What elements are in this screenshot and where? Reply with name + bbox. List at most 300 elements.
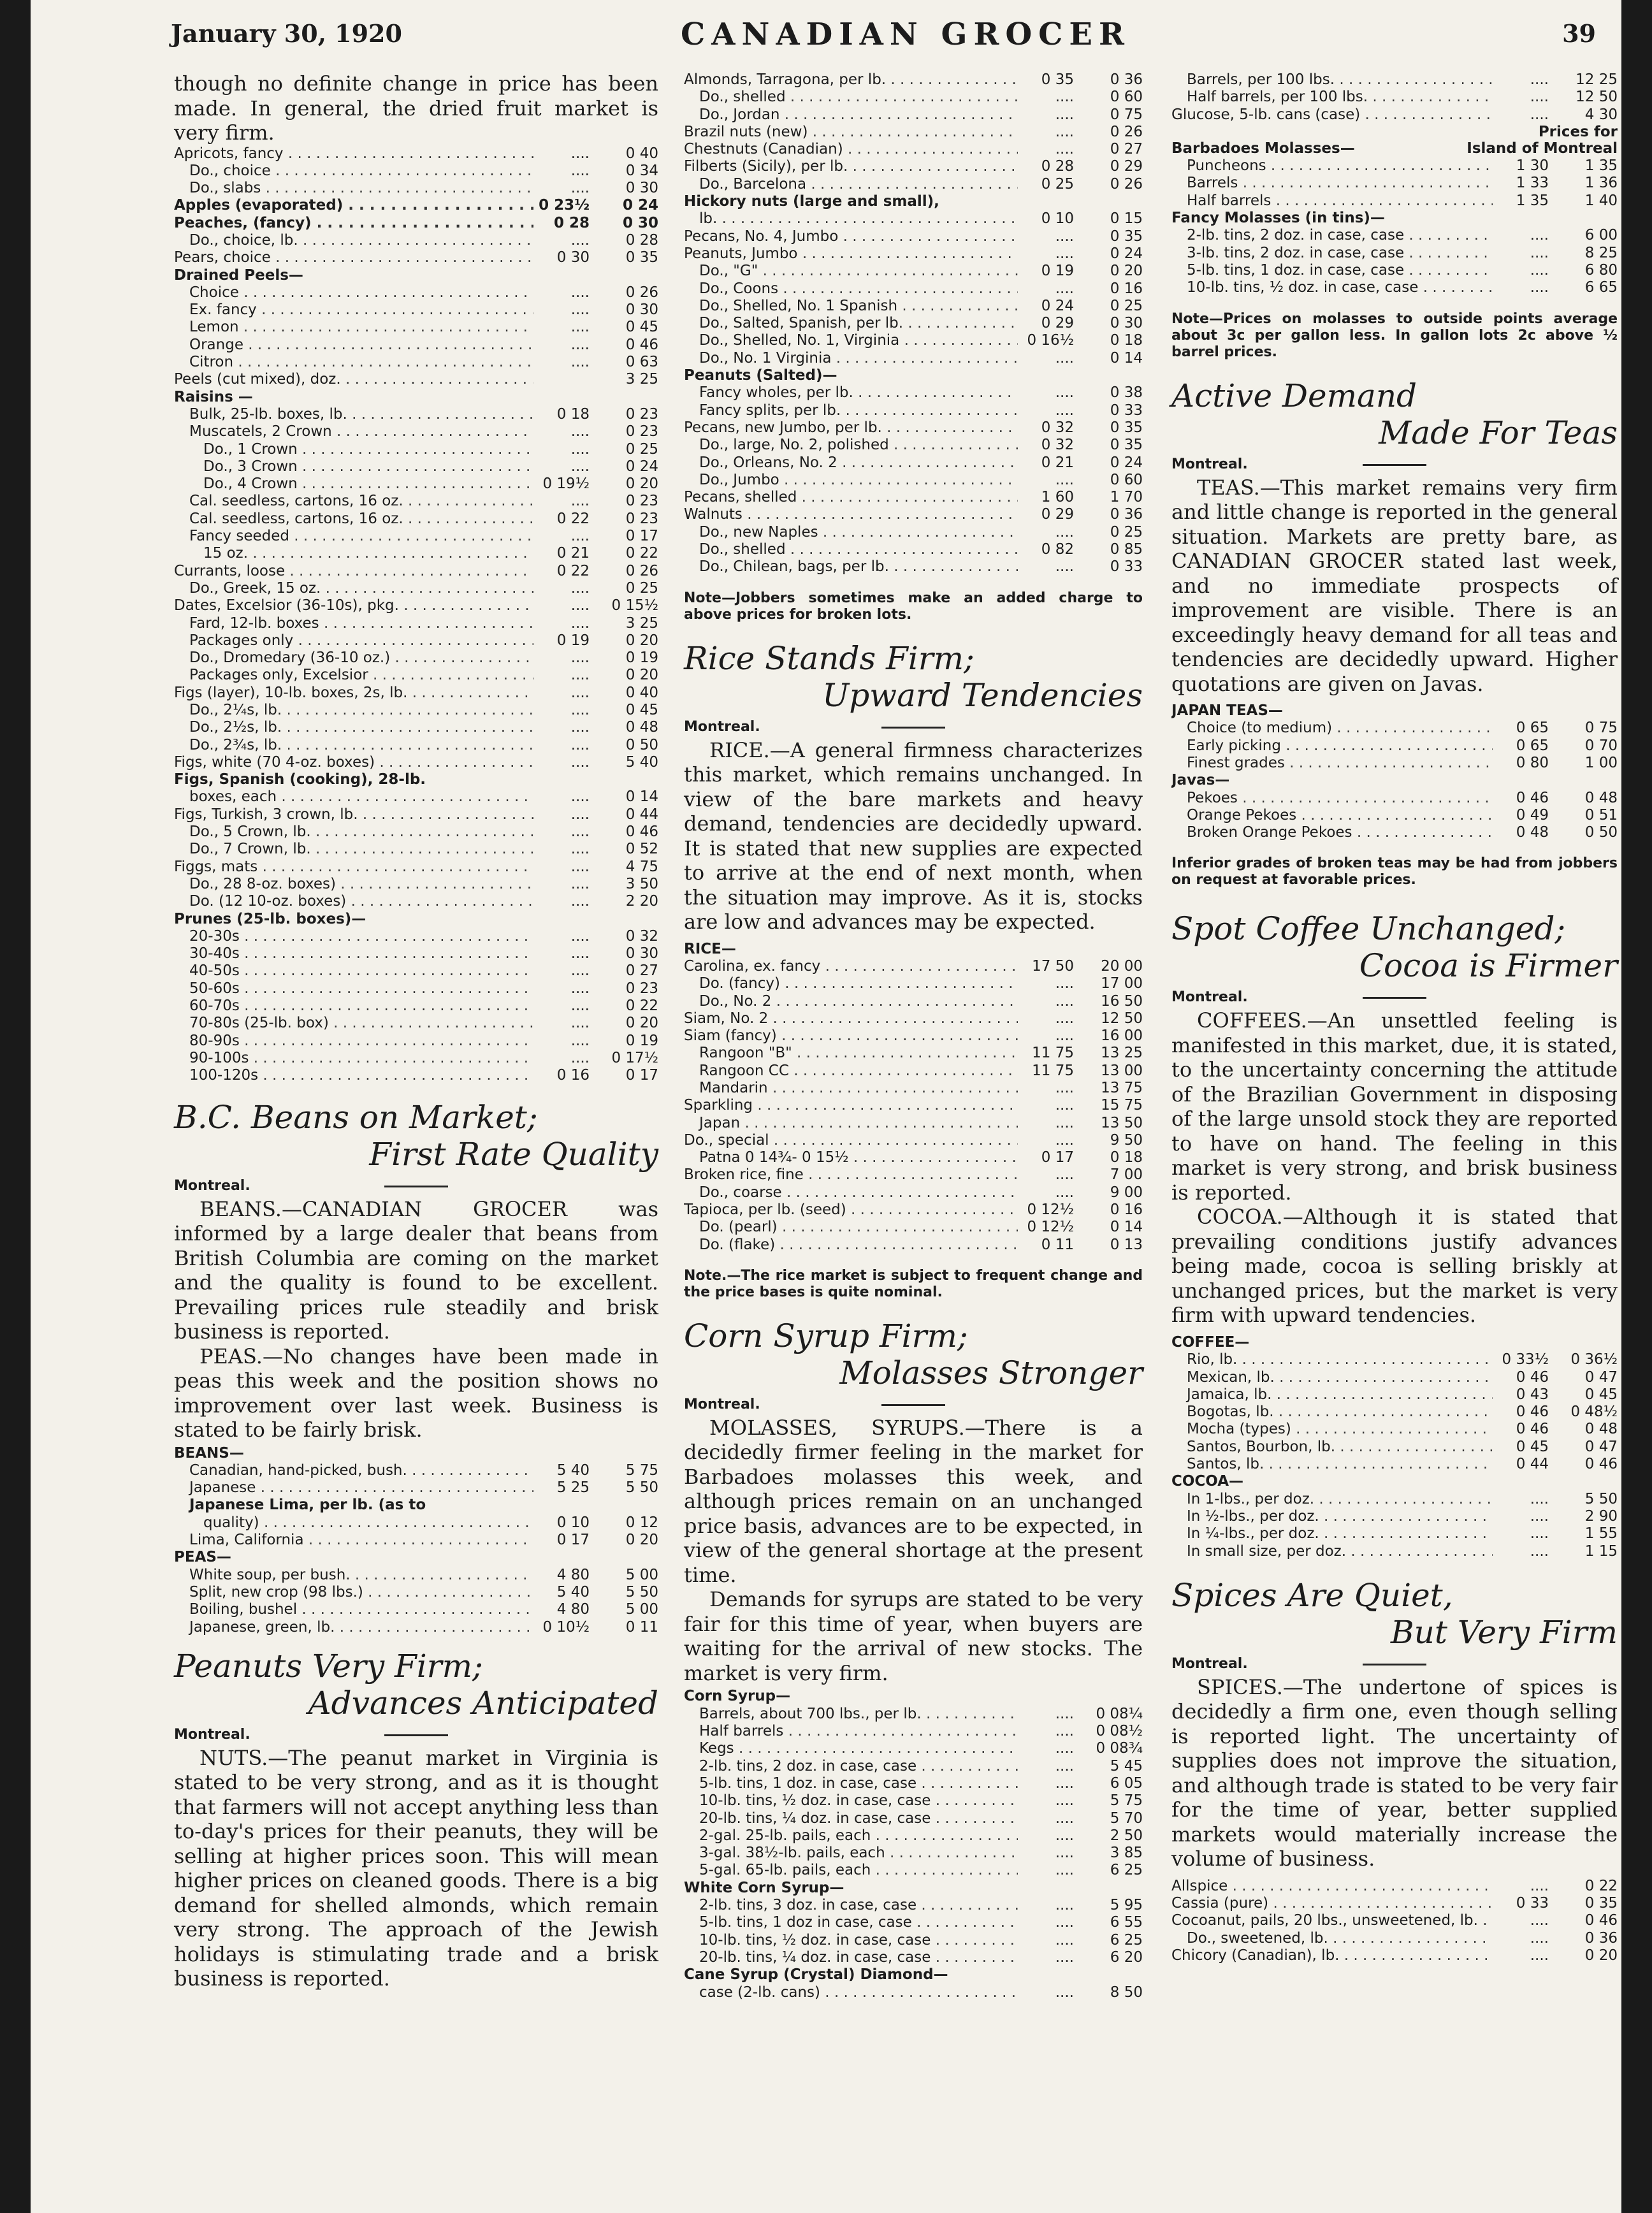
- price-low: 0 10: [556, 1514, 590, 1531]
- price-row: [684, 1166, 1143, 1184]
- price-high: 0 08¼: [1096, 1705, 1143, 1722]
- price-row: [174, 1567, 658, 1584]
- item-name: Pekoes . . .: [1171, 790, 1493, 807]
- price-row: [174, 197, 658, 214]
- price-low: 0 21: [1041, 454, 1074, 471]
- item-name: Canadian, hand-picked, bush. . . .: [174, 1462, 533, 1479]
- item-name: Figs, Turkish, 3 crown, lb. . . .: [174, 806, 533, 824]
- price-high: 1 35: [1584, 157, 1618, 175]
- item-name: Puncheons . . .: [1171, 157, 1493, 175]
- price-low: ....: [1055, 1931, 1074, 1948]
- item-name: Early picking . . .: [1171, 737, 1493, 755]
- item-name: 10-lb. tins, ½ doz. in case, case . . .: [684, 1792, 1018, 1810]
- price-high: [1074, 1880, 1143, 1897]
- price-row: [684, 1115, 1143, 1132]
- price-high: 1 70: [1110, 489, 1143, 506]
- price-high: [1549, 210, 1618, 227]
- column-right: [1171, 71, 1618, 1964]
- newspaper-page: [31, 0, 1621, 2213]
- item-name: Brazil nuts (new) . . .: [684, 124, 1018, 141]
- price-row: [684, 176, 1143, 193]
- price-row: [684, 141, 1143, 158]
- teas-dateline: [1171, 456, 1618, 475]
- item-name: Citron . . .: [174, 354, 533, 371]
- price-row: [684, 1792, 1143, 1810]
- item-name: Almonds, Tarragona, per lb. . . .: [684, 71, 1018, 89]
- item-name: Peanuts, Jumbo . . .: [684, 245, 1018, 263]
- price-row: [684, 228, 1143, 245]
- price-low: ....: [1055, 89, 1074, 106]
- price-row: [174, 824, 658, 841]
- price-high: 4 75: [625, 858, 658, 875]
- beans-headline: [174, 1099, 658, 1173]
- price-high: 0 23: [625, 405, 658, 423]
- price-row: [174, 893, 658, 910]
- price-row: [1171, 1369, 1618, 1386]
- price-row: [684, 158, 1143, 175]
- price-low: ....: [570, 528, 590, 545]
- price-low: 0 18: [556, 405, 590, 423]
- price-row: [174, 1601, 658, 1618]
- item-name: Mexican, lb. . . .: [1171, 1369, 1493, 1386]
- peanuts-headline-line2: Advances Anticipated: [308, 1684, 658, 1722]
- column-left: [174, 71, 658, 1991]
- price-low: 0 10: [1041, 210, 1074, 228]
- price-high: 0 47: [1584, 1438, 1618, 1455]
- price-row: [684, 1132, 1143, 1149]
- price-row: [684, 1097, 1143, 1114]
- price-high: [1074, 1688, 1143, 1705]
- price-low: [1018, 1966, 1074, 1984]
- price-row: [174, 1445, 658, 1462]
- price-row: [1171, 245, 1618, 262]
- price-row: [174, 859, 658, 876]
- price-low: ....: [1055, 1914, 1074, 1931]
- price-low: ....: [1530, 1912, 1549, 1929]
- price-low: ....: [1055, 1184, 1074, 1201]
- price-low: ....: [1530, 1947, 1549, 1964]
- price-low: 0 44: [1516, 1456, 1549, 1473]
- price-low: 0 32: [1041, 437, 1074, 454]
- spices-headline-line1: Spices Are Quiet,: [1171, 1576, 1453, 1614]
- price-high: 16 50: [1101, 992, 1143, 1010]
- price-row: [174, 754, 658, 771]
- price-low: ....: [1530, 89, 1549, 106]
- price-low: 0 32: [1041, 419, 1074, 436]
- item-name: Barrels, about 700 lbs., per lb. . . .: [684, 1706, 1018, 1723]
- price-high: 15 75: [1101, 1097, 1143, 1114]
- price-low: ....: [570, 231, 590, 249]
- item-name: Peanuts (Salted)—: [684, 367, 837, 384]
- price-row: [684, 124, 1143, 141]
- price-row: [174, 1514, 658, 1532]
- tea-note: Inferior grades of broken teas may be had from jobbers on request at favorable prices.: [1171, 855, 1618, 889]
- coffee-paragraph: COFFEES.—An unsettled feeling is manifested in this market, due, it is stated, to the uncertainty concerning the attitude of the Brazilian Government in disposing of the large unsold stock they are reported to have on hand. The feeling in this market is very strong, and brisk business is reported.: [1171, 1008, 1618, 1205]
- price-row: [684, 106, 1143, 124]
- item-name: Do., 2¼s, lb. . . .: [174, 702, 533, 719]
- price-high: 0 33: [1110, 402, 1143, 419]
- price-high: 0 40: [625, 145, 658, 162]
- price-low: ....: [1055, 280, 1074, 297]
- price-row: [174, 771, 658, 788]
- coffee-dateline: [1171, 989, 1618, 1008]
- price-row: [1171, 790, 1618, 807]
- item-name: 100-120s . . .: [174, 1067, 533, 1084]
- cocoa-paragraph: COCOA.—Although it is stated that prevailing conditions justify advances being made, cocoa is selling briskly at unchanged prices, but the market is very firm with upward tendencies.: [1171, 1205, 1618, 1328]
- price-high: 0 26: [1110, 123, 1143, 140]
- item-name: Filberts (Sicily), per lb. . . .: [684, 158, 1018, 175]
- item-name: JAPAN TEAS—: [1171, 702, 1283, 720]
- coffee-headline-line2: Cocoa is Firmer: [1359, 947, 1618, 985]
- dateline-text: Montreal.: [174, 1726, 250, 1743]
- price-high: 0 23: [625, 510, 658, 527]
- item-name: Do., 2¾s, lb. . . .: [174, 737, 533, 754]
- nuts-price-table: [684, 71, 1143, 576]
- price-row: [1171, 1334, 1618, 1351]
- price-row: [684, 402, 1143, 419]
- price-row: [684, 506, 1143, 523]
- item-name: Do., Dromedary (36-10 oz.) . . .: [174, 649, 533, 667]
- price-low: 4 80: [556, 1566, 590, 1583]
- item-name: 2-gal. 25-lb. pails, each . . .: [684, 1827, 1018, 1845]
- price-low: 0 19: [556, 632, 590, 649]
- item-name: Do., choice, lb. . . .: [174, 232, 533, 249]
- molasses-top-table: [1171, 71, 1618, 124]
- price-low: [533, 1445, 590, 1462]
- price-high: [590, 1445, 658, 1462]
- price-low: ....: [1055, 1010, 1074, 1027]
- price-low: [1493, 1334, 1549, 1351]
- price-row: [1171, 157, 1618, 175]
- price-high: 0 46: [625, 824, 658, 841]
- item-name: Santos, lb. . . .: [1171, 1456, 1493, 1473]
- price-low: ....: [570, 180, 590, 197]
- item-name: Do., 2½s, lb. . . .: [174, 719, 533, 736]
- price-low: ....: [570, 875, 590, 892]
- item-name: Chicory (Canadian), lb. . . .: [1171, 1947, 1493, 1964]
- price-high: 0 17: [625, 1067, 658, 1084]
- item-name: Prunes (25-lb. boxes)—: [174, 910, 366, 927]
- price-low: ....: [1055, 141, 1074, 158]
- beans-headline-line1: B.C. Beans on Market;: [174, 1098, 538, 1136]
- item-name: Japanese . . .: [174, 1479, 533, 1497]
- dateline-rule: [384, 1186, 448, 1187]
- dateline-rule: [1363, 1664, 1426, 1665]
- price-row: [684, 941, 1143, 958]
- price-low: ....: [570, 702, 590, 718]
- price-row: [1171, 755, 1618, 772]
- item-name: 15 oz. . . .: [174, 545, 533, 562]
- price-low: 1 35: [1516, 192, 1549, 209]
- price-high: 0 26: [1110, 175, 1143, 192]
- peanuts-headline-line1: Peanuts Very Firm;: [174, 1647, 483, 1685]
- item-name: Drained Peels—: [174, 266, 303, 284]
- price-low: ....: [1055, 1774, 1074, 1792]
- price-high: 8 50: [1110, 1984, 1143, 2001]
- coffee-headline: [1171, 910, 1618, 984]
- price-low: 0 28: [553, 214, 590, 231]
- price-row: [684, 1845, 1143, 1862]
- price-row: [174, 1497, 658, 1514]
- corn-headline-line1: Corn Syrup Firm;: [684, 1317, 968, 1354]
- price-row: [174, 215, 658, 232]
- item-name: Pears, choice . . .: [174, 249, 533, 266]
- price-row: [684, 298, 1143, 315]
- item-name: Fancy seeded . . .: [174, 528, 533, 545]
- price-row: [684, 1810, 1143, 1827]
- price-high: 0 23: [625, 980, 658, 997]
- price-high: 5 50: [625, 1583, 658, 1600]
- price-low: 11 75: [1032, 1045, 1074, 1062]
- price-low: 1 60: [1041, 489, 1074, 506]
- item-name: Do. (fancy) . . .: [684, 975, 1018, 992]
- price-row: [684, 1010, 1143, 1027]
- corn-dateline: [684, 1397, 1143, 1416]
- item-name: Hickory nuts (large and small),: [684, 193, 939, 210]
- item-name: Barrels . . .: [1171, 175, 1493, 192]
- rice-dateline: [684, 719, 1143, 738]
- nuts-note: Note—Jobbers sometimes make an added charge to above prices for broken lots.: [684, 590, 1143, 623]
- price-high: 0 15: [1110, 210, 1143, 228]
- price-low: ....: [570, 719, 590, 736]
- syrup-price-table: [684, 1688, 1143, 2001]
- item-name: Fard, 12-lb. boxes . . .: [174, 615, 533, 632]
- price-low: 0 65: [1516, 737, 1549, 754]
- price-high: [590, 1497, 658, 1514]
- price-high: 6 25: [1110, 1862, 1143, 1879]
- price-high: 0 35: [625, 249, 658, 266]
- price-row: [1171, 279, 1618, 296]
- price-row: [1171, 71, 1618, 89]
- price-row: [1171, 1404, 1618, 1421]
- price-high: 0 27: [625, 962, 658, 980]
- price-low: [533, 771, 590, 788]
- price-low: ....: [570, 614, 590, 632]
- price-high: 5 75: [1110, 1792, 1143, 1810]
- item-name: Figs, Spanish (cooking), 28-lb.: [174, 771, 426, 788]
- item-name: Raisins —: [174, 388, 253, 405]
- price-high: 0 24: [622, 197, 658, 214]
- price-high: 0 60: [1110, 89, 1143, 106]
- price-low: ....: [1530, 244, 1549, 261]
- price-row: [684, 541, 1143, 558]
- price-high: 0 18: [1110, 1149, 1143, 1166]
- price-high: [590, 267, 658, 284]
- rice-paragraph: RICE.—A general firmness characterizes this market, which remains unchanged. In view of the bare markets and heavy demand, tendencies are decidedly upward. It is stated that new supplies are expected to arrive at the end of next month, when the situation may improve. As it is, stocks are low and advances may be expected.: [684, 737, 1143, 934]
- price-high: 0 25: [625, 579, 658, 597]
- price-row: [684, 1932, 1143, 1949]
- masthead: CANADIAN GROCER: [681, 17, 1131, 52]
- item-name: Rangoon "B" . . .: [684, 1045, 1018, 1062]
- price-row: [684, 1966, 1143, 1984]
- price-low: 0 80: [1516, 754, 1549, 771]
- price-low: [1018, 1688, 1074, 1705]
- item-name: 60-70s . . .: [174, 998, 533, 1015]
- price-low: 0 33: [1516, 1895, 1549, 1912]
- price-low: 0 29: [1041, 506, 1074, 523]
- price-high: 0 40: [625, 684, 658, 701]
- rice-price-table: [684, 941, 1143, 1254]
- item-name: 30-40s . . .: [174, 945, 533, 962]
- price-low: 0 22: [556, 562, 590, 579]
- item-name: Lemon . . .: [174, 319, 533, 336]
- peanuts-paragraph: NUTS.—The peanut market in Virginia is stated to be very strong, and as it is thought that farmers will not accept anything less than to-day's prices for their peanuts, they will be selling at higher prices soon. This will mean higher prices on cleaned goods. There is a big demand for shelled almonds, which remain very strong. The approach of the Jewish holidays is stimulating trade and a brisk business is reported.: [174, 1745, 658, 1991]
- price-high: 5 75: [625, 1462, 658, 1479]
- price-row: [1171, 140, 1618, 157]
- item-name: Do., special . . .: [684, 1132, 1018, 1149]
- price-row: [174, 423, 658, 440]
- price-high: 0 36: [1584, 1929, 1618, 1947]
- price-high: 5 45: [1110, 1757, 1143, 1774]
- price-low: ....: [1055, 992, 1074, 1010]
- item-name: quality) . . .: [174, 1514, 533, 1532]
- price-row: [684, 437, 1143, 454]
- price-high: [1549, 702, 1618, 720]
- price-high: 0 47: [1584, 1368, 1618, 1386]
- price-low: 5 25: [556, 1479, 590, 1497]
- price-low: [1018, 193, 1074, 210]
- price-high: 12 50: [1101, 1010, 1143, 1027]
- price-row: [174, 371, 658, 388]
- price-row: [684, 1740, 1143, 1757]
- price-row: [174, 249, 658, 266]
- price-high: 3 50: [625, 875, 658, 892]
- price-low: 0 12½: [1027, 1219, 1074, 1236]
- price-high: 13 50: [1101, 1114, 1143, 1131]
- dateline-rule: [881, 727, 945, 729]
- item-name: Do., No. 1 Virginia . . .: [684, 350, 1018, 367]
- price-row: [174, 649, 658, 667]
- price-high: 16 00: [1101, 1027, 1143, 1045]
- price-row: [684, 315, 1143, 332]
- item-name: Packages only . . .: [174, 632, 533, 649]
- item-name: Do., shelled . . .: [684, 541, 1018, 558]
- spices-dateline: [1171, 1656, 1618, 1675]
- item-name: 2-lb. tins, 2 doz. in case, case . . .: [684, 1758, 1018, 1775]
- price-row: [174, 528, 658, 545]
- price-high: 0 17: [625, 528, 658, 545]
- item-name: case (2-lb. cans) . . .: [684, 1984, 1018, 2001]
- item-name: Finest grades . . .: [1171, 755, 1493, 772]
- item-name: Allspice . . .: [1171, 1878, 1493, 1895]
- price-row: [1171, 1386, 1618, 1404]
- dateline-rule: [1363, 997, 1426, 999]
- prices-for-heading: Prices for: [1538, 123, 1618, 140]
- price-low: 0 28: [1041, 158, 1074, 175]
- price-low: 0 46: [1516, 1368, 1549, 1386]
- price-high: 0 20: [625, 667, 658, 684]
- price-low: ....: [570, 806, 590, 823]
- price-high: 1 15: [1584, 1542, 1618, 1560]
- item-name: Choice . . .: [174, 284, 533, 301]
- price-row: [174, 284, 658, 301]
- price-low: 0 35: [1041, 71, 1074, 88]
- item-name: Figs (layer), 10-lb. boxes, 2s, lb. . . .: [174, 685, 533, 702]
- item-name: Santos, Bourbon, lb. . . .: [1171, 1439, 1493, 1456]
- price-row: [174, 928, 658, 945]
- price-row: [684, 454, 1143, 472]
- price-low: 0 16: [556, 1067, 590, 1084]
- spices-paragraph: SPICES.—The undertone of spices is decidedly a firm one, even though selling is reported light. The uncertainty of supplies does not improve the situation, and although trade is stated to be very fair for the time of year, better supplied markets would materially increase the volume of business.: [1171, 1674, 1618, 1871]
- item-name: Do., Jordan . . .: [684, 106, 1018, 124]
- item-name: 10-lb. tins, ½ doz. in case, case . . .: [1171, 279, 1493, 296]
- item-name: Patna 0 14¾- 0 15½ . . .: [684, 1149, 1018, 1166]
- price-high: 0 20: [1110, 263, 1143, 280]
- peanuts-dateline: [174, 1727, 658, 1746]
- spice-price-table: [1171, 1878, 1618, 1964]
- price-high: 0 35: [1110, 228, 1143, 245]
- item-name: White soup, per bush. . . .: [174, 1567, 533, 1584]
- item-name: RICE—: [684, 940, 736, 957]
- dateline-text: Montreal.: [174, 1177, 250, 1194]
- price-row: [684, 263, 1143, 280]
- price-high: 0 17½: [611, 1049, 658, 1066]
- price-low: ....: [1055, 1862, 1074, 1879]
- price-low: ....: [1530, 1525, 1549, 1542]
- price-high: 20 00: [1101, 957, 1143, 975]
- price-low: 0 82: [1041, 541, 1074, 558]
- price-low: 0 33½: [1502, 1351, 1549, 1368]
- price-high: 0 20: [625, 632, 658, 649]
- teas-paragraph: TEAS.—This market remains very firm and little change is reported in the general situation. Markets are pretty bare, as CANADIAN GROCER stated last week, and no immediate prospects of improvement are visible. There is an exceedingly heavy demand for all teas and tendencies are decidedly upward. Higher quotations are given on Javas.: [1171, 475, 1618, 696]
- price-row: [174, 1584, 658, 1601]
- dateline-text: Montreal.: [1171, 456, 1248, 472]
- item-name: 3-lb. tins, 2 doz. in case, case . . .: [1171, 245, 1493, 262]
- price-row: [174, 389, 658, 406]
- price-row: [1171, 1878, 1618, 1895]
- price-high: 0 46: [1584, 1912, 1618, 1929]
- price-low: 0 43: [1516, 1386, 1549, 1403]
- price-high: 0 36½: [1570, 1351, 1618, 1368]
- item-name: Bulk, 25-lb. boxes, lb. . . .: [174, 406, 533, 423]
- price-row: [684, 367, 1143, 384]
- item-name: Mandarin . . .: [684, 1080, 1018, 1097]
- price-high: 1 40: [1584, 192, 1618, 209]
- price-low: 0 16½: [1027, 332, 1074, 349]
- item-name: Jamaica, lb. . . .: [1171, 1386, 1493, 1404]
- syrups-paragraph: Demands for syrups are stated to be very fair for this time of year, when buyers are waiting for the arrival of new stocks. The market is very firm.: [684, 1587, 1143, 1685]
- price-low: ....: [1055, 1827, 1074, 1844]
- price-low: ....: [570, 579, 590, 597]
- price-row: [1171, 702, 1618, 720]
- item-name: 20-30s . . .: [174, 928, 533, 945]
- price-row: [174, 980, 658, 998]
- price-low: ....: [570, 753, 590, 771]
- spices-headline: [1171, 1577, 1618, 1651]
- dried-fruit-intro: though no definite change in price has been made. In general, the dried fruit market is very firm.: [174, 71, 658, 145]
- price-high: 0 16: [1110, 280, 1143, 297]
- island-of-montreal-heading: Island of Montreal: [1467, 140, 1618, 157]
- price-row: [174, 667, 658, 684]
- price-low: 0 11: [1041, 1236, 1074, 1253]
- price-high: 5 70: [1110, 1810, 1143, 1827]
- price-low: ....: [570, 458, 590, 475]
- price-row: [174, 1015, 658, 1032]
- dateline-rule: [384, 1734, 448, 1736]
- price-row: [684, 958, 1143, 975]
- corn-headline-line2: Molasses Stronger: [839, 1354, 1143, 1391]
- price-high: 12 50: [1576, 89, 1618, 106]
- price-low: ....: [570, 736, 590, 753]
- item-name: Rio, lb. . . .: [1171, 1351, 1493, 1368]
- item-name: PEAS—: [174, 1549, 231, 1566]
- price-low: ....: [1055, 402, 1074, 419]
- dateline-rule: [881, 1404, 945, 1406]
- price-high: 0 24: [1110, 454, 1143, 471]
- price-high: 0 15½: [611, 597, 658, 614]
- price-low: 4 80: [556, 1601, 590, 1618]
- price-row: [684, 1914, 1143, 1931]
